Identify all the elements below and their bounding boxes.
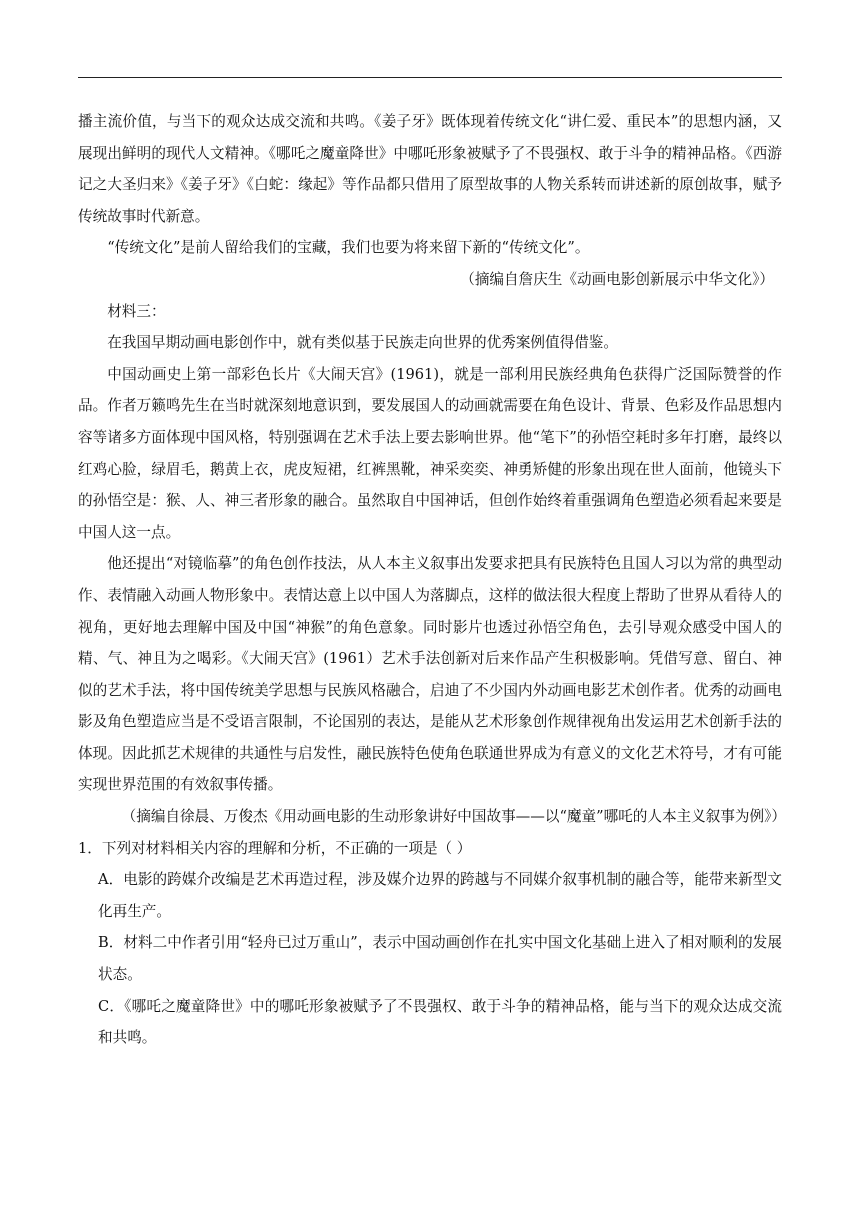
material-3-heading: 材料三： bbox=[107, 302, 166, 320]
paragraph-1: 播主流价值，与当下的观众达成交流和共鸣。《姜子牙》既体现着传统文化“讲仁爱、重民本”的思想内涵，又展现出鲜明的现代人文精神。《哪吒之魔童降世》中哪吒形象被赋予了不畏强权、敢于斗争的精神品格。《西游记之大圣归来》《姜子牙》《白蛇：缘起》等作品都只借用了原型故事的人物关系转而讲述新的原创故事，赋予传统故事时代新意。 bbox=[78, 113, 782, 225]
option-c: C．《哪吒之魔童降世》中的哪吒形象被赋予了不畏强权、敢于斗争的精神品格，能与当下的观众达成交流和共鸣。 bbox=[98, 997, 782, 1047]
page-content bbox=[78, 106, 786, 1054]
option-a: A．电影的跨媒介改编是艺术再造过程，涉及媒介边界的跨越与不同媒介叙事机制的融合等，能带来新型文化再生产。 bbox=[98, 871, 782, 920]
paragraph-5: 他还提出“对镜临摹”的角色创作技法，从人本主义叙事出发要求把具有民族特色且国人习以为常的典型动作、表情融入动画人物形象中。表情达意上以中国人为落脚点，这样的做法很大程度上帮助了世界从看待人的视角，更好地去理解中国及中国“神猴”的角色意象。同时影片也透过孙悟空角色，去引导观众感受中国人的精、气、神且为之喝彩。《大闹天宫》(1961）艺术手法创新对后来作品产生积极影响。凭借写意、留白、神似的艺术手法，将中国传统美学思想与民族风格融合，启迪了不少国内外动画电影艺术创作者。优秀的动画电影及角色塑造应当是不受语言限制，不论国别的表达，是能从艺术形象创作规律视角出发运用艺术创新手法的体现。因此抓艺术规律的共通性与启发性，融民族特色使角色联通世界成为有意义的文化艺术符号，才有可能实现世界范围的有效叙事传播。 bbox=[78, 555, 782, 794]
paragraph-2: “传统文化”是前人留给我们的宝藏，我们也要为将来留下新的“传统文化”。 bbox=[107, 239, 590, 257]
paragraph-4: 中国动画史上第一部彩色长片《大闹天宫》(1961)，就是一部利用民族经典角色获得广泛国际赞誉的作品。作者万籁鸣先生在当时就深刻地意识到，要发展国人的动画就需要在角色设计、背景、色彩及作品思想内容等诸多方面体现中国风格，特别强调在艺术手法上要去影响世界。他“笔下”的孙悟空耗时多年打磨，最终以红鸡心脸，绿眉毛，鹅黄上衣，虎皮短裙，红裤黑靴，神采奕奕、神勇矫健的形象出现在世人面前，他镜头下的孙悟空是：猴、人、神三者形象的融合。虽然取自中国神话，但创作始终着重强调角色塑造必须看起来要是中国人这一点。 bbox=[78, 365, 782, 541]
header-rule bbox=[78, 77, 782, 78]
option-b: B．材料二中作者引用“轻舟已过万重山”，表示中国动画创作在扎实中国文化基础上进入了相对顺利的发展状态。 bbox=[98, 934, 782, 984]
source-citation-2: （摘编自詹庆生《动画电影创新展示中华文化》） bbox=[460, 270, 774, 288]
source-citation-3: （摘编自徐晨、万俊杰《用动画电影的生动形象讲好中国故事——以“魔童”哪吒的人本主义叙事为例》） bbox=[121, 808, 786, 826]
question-stem: 1．下列对材料相关内容的理解和分析，不正确的一项是（ ） bbox=[78, 839, 472, 857]
paragraph-3: 在我国早期动画电影创作中，就有类似基于民族走向世界的优秀案例值得借鉴。 bbox=[107, 334, 618, 352]
